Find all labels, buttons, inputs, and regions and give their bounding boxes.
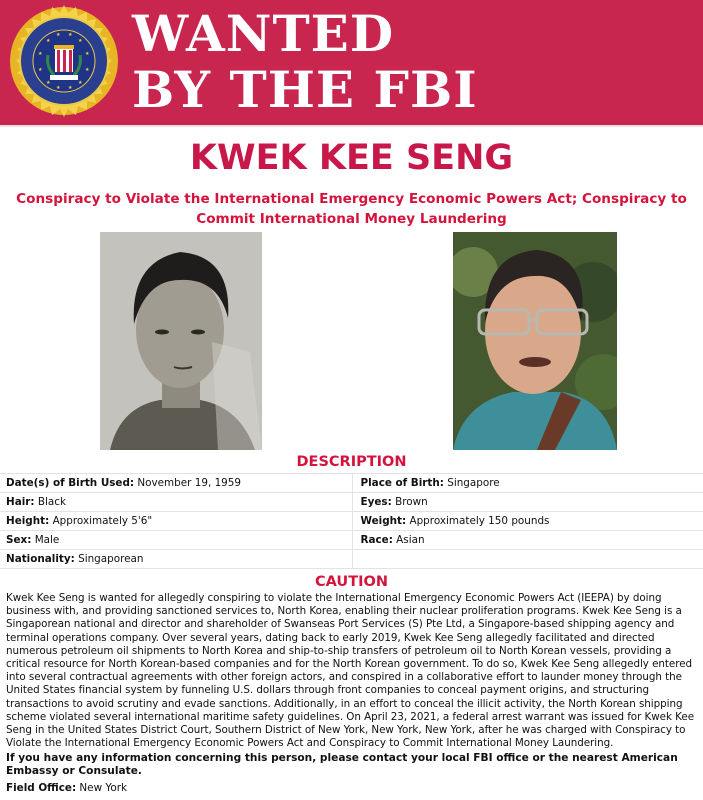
svg-text:★: ★: [38, 67, 43, 73]
contact-instructions: If you have any information concerning this person, please contact your local FBI office or the nearest American Embassy or Consulate.: [6, 752, 678, 778]
svg-text:★: ★: [46, 38, 51, 44]
svg-text:★: ★: [85, 67, 90, 73]
empty-cell: [352, 550, 703, 569]
race-label: Race:: [360, 534, 393, 546]
nationality-value: Singaporean: [74, 553, 144, 565]
svg-text:★: ★: [56, 85, 61, 91]
table-row: [0, 512, 703, 531]
fbi-seal-icon: [8, 5, 120, 117]
caution-text: Kwek Kee Seng is wanted for allegedly conspiring to violate the International Emergency Economic Powers Act (IEEPA) by doing business with, and providing sanctioned services to, North Korea, enabling their nuclear proliferation programs. Kwek Kee Seng is a Singaporean national and director and shareholder of Swanseas Port Services (S) Pte Ltd, a Singapore-based shipping agency and terminal operations company. Over several years, dating back to early 2019, Kwek Kee Seng allegedly facilitated and directed numerous petroleum oil shipments to North Korea and ship-to-ship transfers of petroleum oil to North Korean vessels, providing a critical resource for North Korean-based companies and for the North Korean government. To do so, Kwek Kee Seng allegedly entered into several contractual agreements with other foreign actors, and conspired in a collaborative effort to launder money through the United States financial system by funneling U.S. dollars through front companies to conceal payment origins, and structuring transactions to avoid scrutiny and evade sanctions. Additionally, in an effort to conceal the illicit activity, the North Korean shipping scheme violated several international maritime safety guidelines. On April 23, 2021, a federal arrest warrant was issued for Kwek Kee Seng in the United States District Court, Southern District of New York, New York, New York, after he was charged with Conspiracy to Violate the International Emergency Economic Powers Act and Conspiracy to Commit International Money Laundering.: [6, 592, 695, 750]
weight-label: Weight:: [360, 515, 407, 527]
dob-label: Date(s) of Birth Used:: [6, 477, 135, 489]
charges-text: [0, 189, 703, 229]
height-label: Height:: [6, 515, 50, 527]
fugitive-name: KWEK KEE SENG: [189, 138, 514, 178]
charges-line: Conspiracy to Violate the International Emergency Economic Powers Act; Conspiracy to Commit International Money Laundering: [16, 191, 687, 227]
height-value: Approximately 5'6": [49, 515, 153, 527]
weight-cell: [352, 512, 703, 531]
banner-title: [132, 6, 478, 118]
race-value: Asian: [392, 534, 425, 546]
table-row: [0, 531, 703, 550]
sex-label: Sex:: [6, 534, 32, 546]
portrait-bw-icon: [100, 232, 262, 450]
place-of-birth-label: Place of Birth:: [360, 477, 444, 489]
svg-text:★: ★: [78, 38, 83, 44]
fugitive-photo-2[interactable]: [453, 232, 617, 450]
hair-cell: [0, 493, 352, 512]
field-office: [6, 781, 127, 795]
place-of-birth-value: Singapore: [443, 477, 500, 489]
svg-text:★: ★: [68, 85, 73, 91]
wanted-banner: [0, 0, 703, 127]
table-row: [0, 493, 703, 512]
race-cell: [352, 531, 703, 550]
svg-text:★: ★: [38, 51, 43, 57]
field-office-value: New York: [76, 782, 127, 794]
hair-label: Hair:: [6, 496, 35, 508]
svg-text:★: ★: [78, 80, 83, 86]
table-row: [0, 550, 703, 569]
place-of-birth-cell: [352, 474, 703, 493]
svg-text:★: ★: [56, 32, 61, 38]
description-table: [0, 473, 703, 569]
eyes-value: Brown: [391, 496, 428, 508]
svg-text:★: ★: [68, 32, 73, 38]
field-office-label: Field Office:: [6, 782, 77, 794]
fugitive-photo-1[interactable]: [100, 232, 262, 450]
svg-text:★: ★: [46, 80, 51, 86]
weight-value: Approximately 150 pounds: [406, 515, 550, 527]
nationality-cell: [0, 550, 352, 569]
banner-title-line1: WANTED: [132, 4, 395, 63]
dob-cell: [0, 474, 352, 493]
eyes-cell: [352, 493, 703, 512]
sex-cell: [0, 531, 352, 550]
svg-text:★: ★: [85, 51, 90, 57]
eyes-label: Eyes:: [360, 496, 392, 508]
table-row: [0, 474, 703, 493]
sex-value: Male: [31, 534, 60, 546]
caution-title: CAUTION: [315, 574, 388, 590]
hair-value: Black: [34, 496, 66, 508]
dob-value: November 19, 1959: [134, 477, 242, 489]
height-cell: [0, 512, 352, 531]
portrait-color-icon: [453, 232, 617, 450]
banner-title-line2: BY THE FBI: [132, 60, 478, 119]
nationality-label: Nationality:: [6, 553, 75, 565]
description-title: DESCRIPTION: [296, 454, 407, 470]
